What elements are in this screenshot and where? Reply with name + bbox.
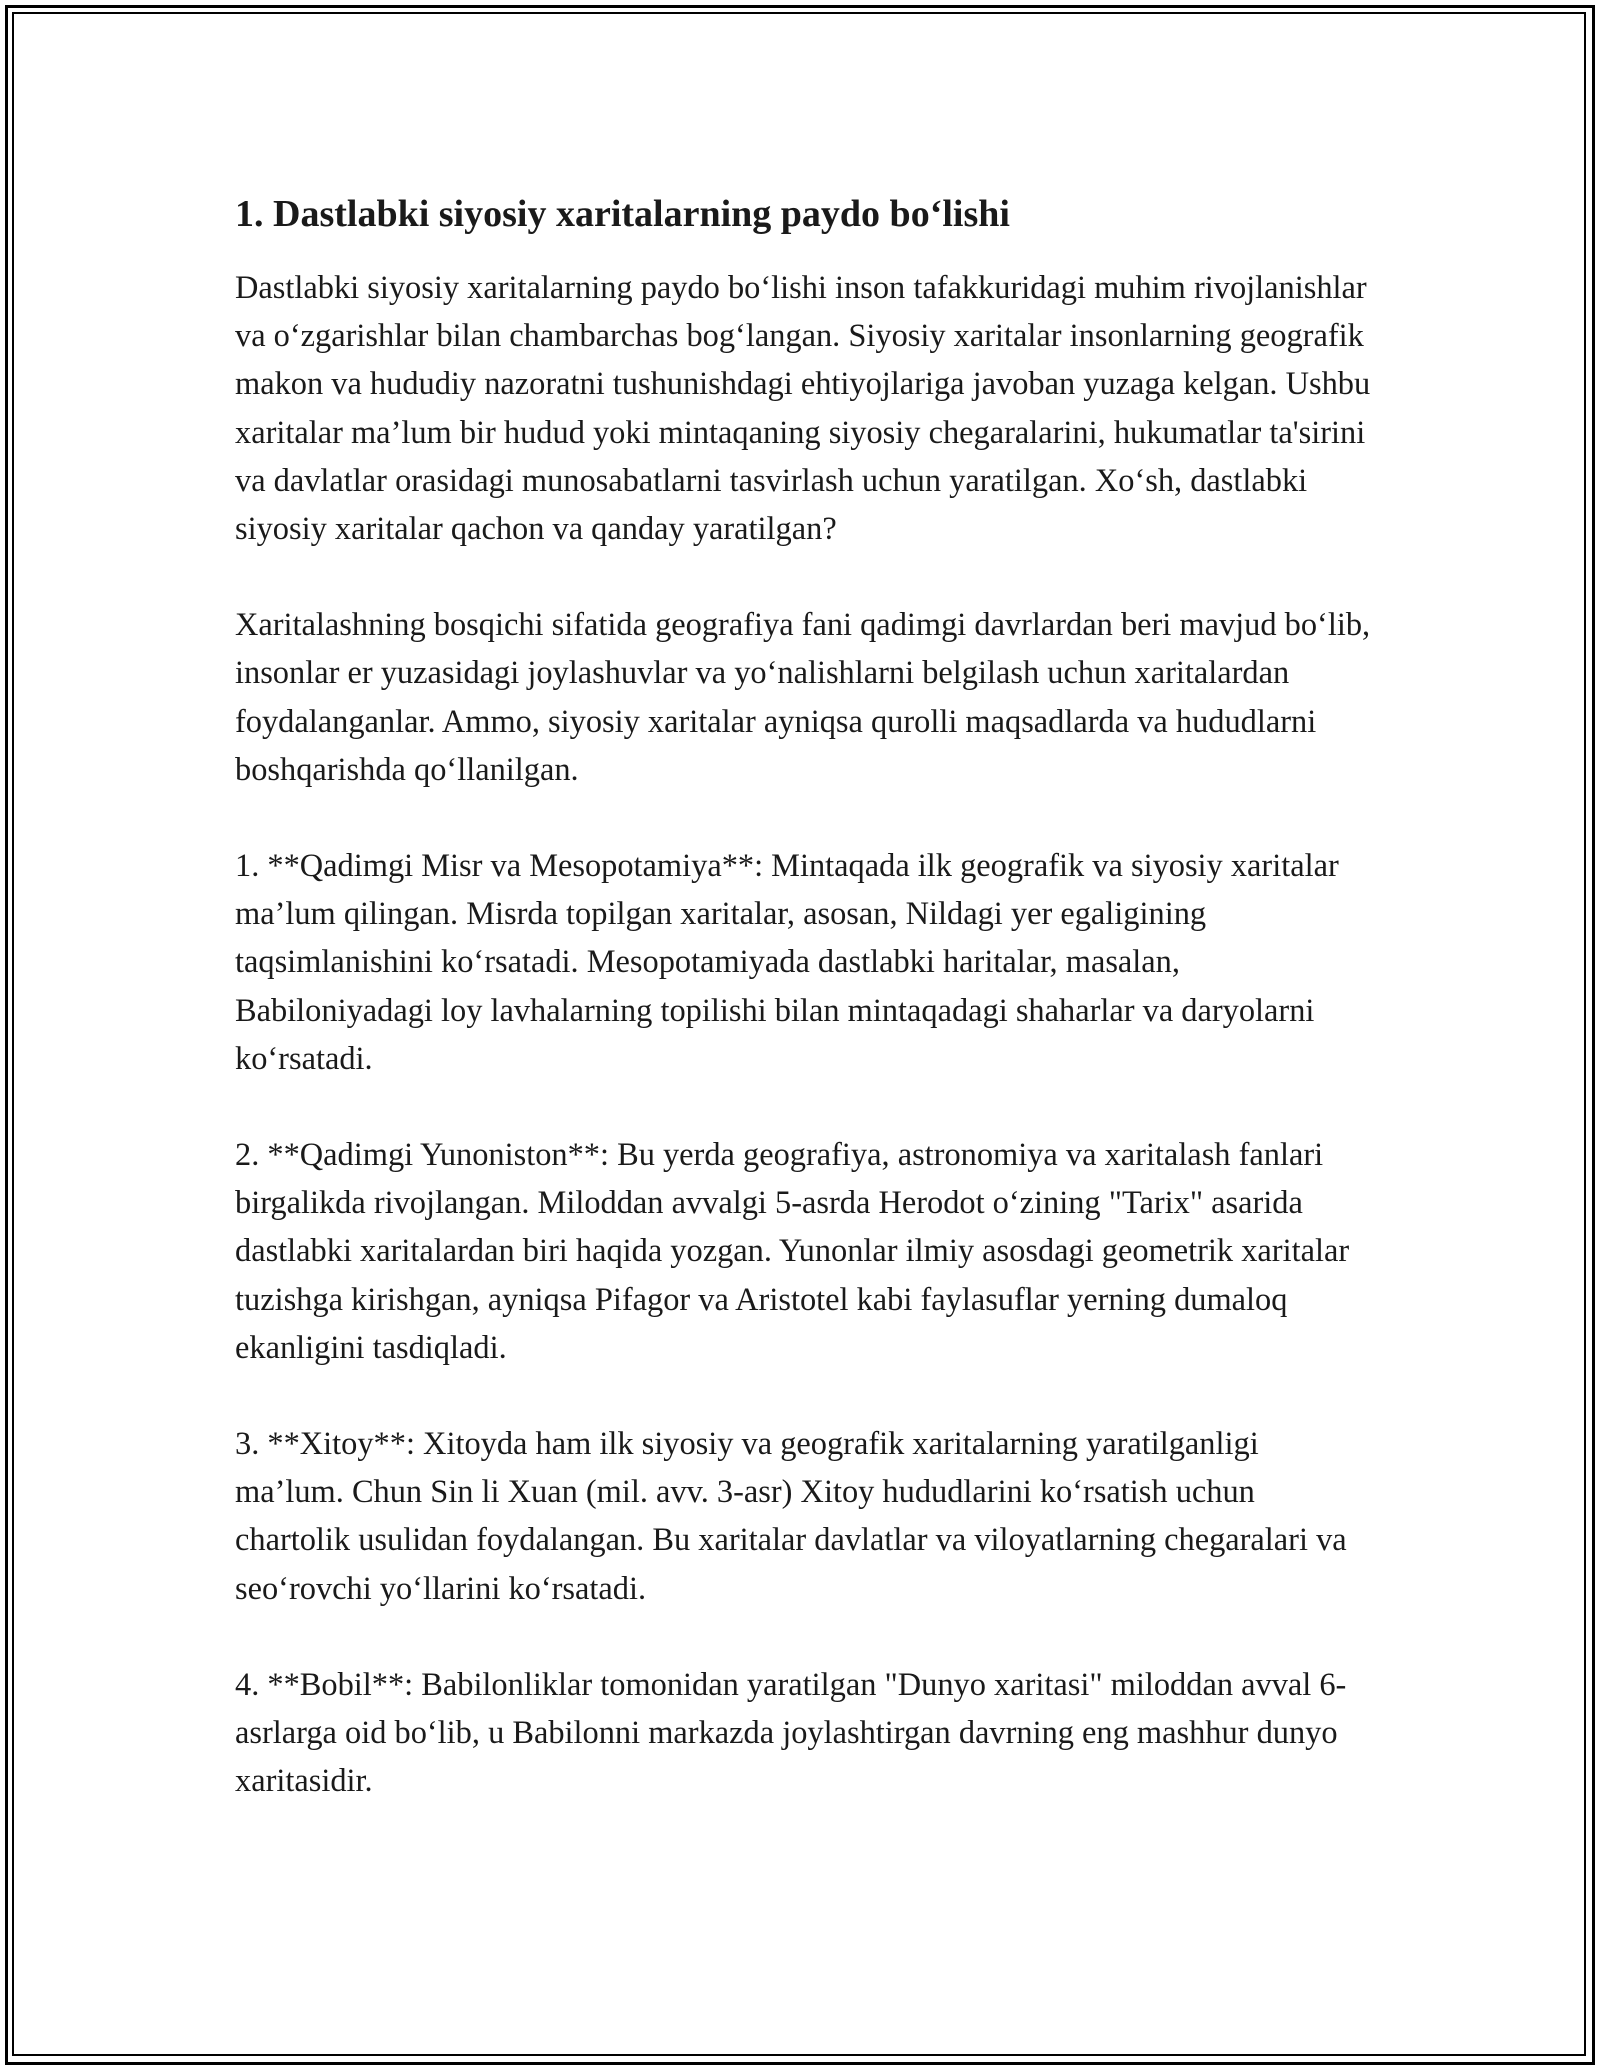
list-item-greece: 2. **Qadimgi Yunoniston**: Bu yerda geografiya, astronomiya va xaritalash fanlari birgalikda rivojlangan. Miloddan avvalgi 5-asrda Herodot o‘zining "Tarix" asarida dastlabki xaritalardan biri haqida yozgan. Yunonlar ilmiy asosdagi geometrik xaritalar tuzishga kirishgan, ayniqsa Pifagor va Aristotel kabi faylasuflar yerning dumaloq ekanligini tasdiqladi. xyxy=(235,1137,1350,1366)
list-item-china: 3. **Xitoy**: Xitoyda ham ilk siyosiy va geografik xaritalarning yaratilganligi ma’lum. Chun Sin li Xuan (mil. avv. 3-asr) Xitoy hududlarini ko‘rsatish uchun chartolik usulidan foydalangan. Bu xaritalar davlatlar va viloyatlarning chegaralari va seo‘rovchi yo‘llarini ko‘rsatadi. xyxy=(235,1426,1347,1607)
paragraph-intro: Dastlabki siyosiy xaritalarning paydo bo‘lishi inson tafakkuridagi muhim rivojlanishlar va o‘zgarishlar bilan chambarchas bog‘langan. Siyosiy xaritalar insonlarning geografik makon va hududiy nazoratni tushunishdagi ehtiyojlariga javoban yuzaga kelgan. Ushbu xaritalar ma’lum bir hudud yoki mintaqaning siyosiy chegaralarini, hukumatlar ta'sirini va davlatlar orasidagi munosabatlarni tasvirlash uchun yaratilgan. Xo‘sh, dastlabki siyosiy xaritalar qachon va qanday yaratilgan? xyxy=(235,270,1371,548)
list-item-babylon: 4. **Bobil**: Babilonliklar tomonidan yaratilgan "Dunyo xaritasi" miloddan avval 6-asrlarga oid bo‘lib, u Babilonni markazda joylashtirgan davrning eng mashhur dunyo xaritasidir. xyxy=(235,1666,1347,1800)
list-item-egypt-mesopotamia: 1. **Qadimgi Misr va Mesopotamiya**: Mintaqada ilk geografik va siyosiy xaritalar ma’lum qilingan. Misrda topilgan xaritalar, asosan, Nildagi yer egaligining taqsimlanishini ko‘rsatadi. Mesopotamiyada dastlabki haritalar, masalan, Babiloniyadagi loy lavhalarning topilishi bilan mintaqadagi shaharlar va daryolarni ko‘rsatadi. xyxy=(235,848,1339,1077)
document-body xyxy=(235,186,1375,1853)
section-heading: 1. Dastlabki siyosiy xaritalarning paydo bo‘lishi xyxy=(235,193,1010,235)
paragraph-context: Xaritalashning bosqichi sifatida geografiya fani qadimgi davrlardan beri mavjud bo‘lib, insonlar er yuzasidagi joylashuvlar va yo‘nalishlarni belgilash uchun xaritalardan foydalanganlar. Ammo, siyosiy xaritalar ayniqsa qurolli maqsadlarda va hududlarni boshqarishda qo‘llanilgan. xyxy=(235,607,1371,788)
